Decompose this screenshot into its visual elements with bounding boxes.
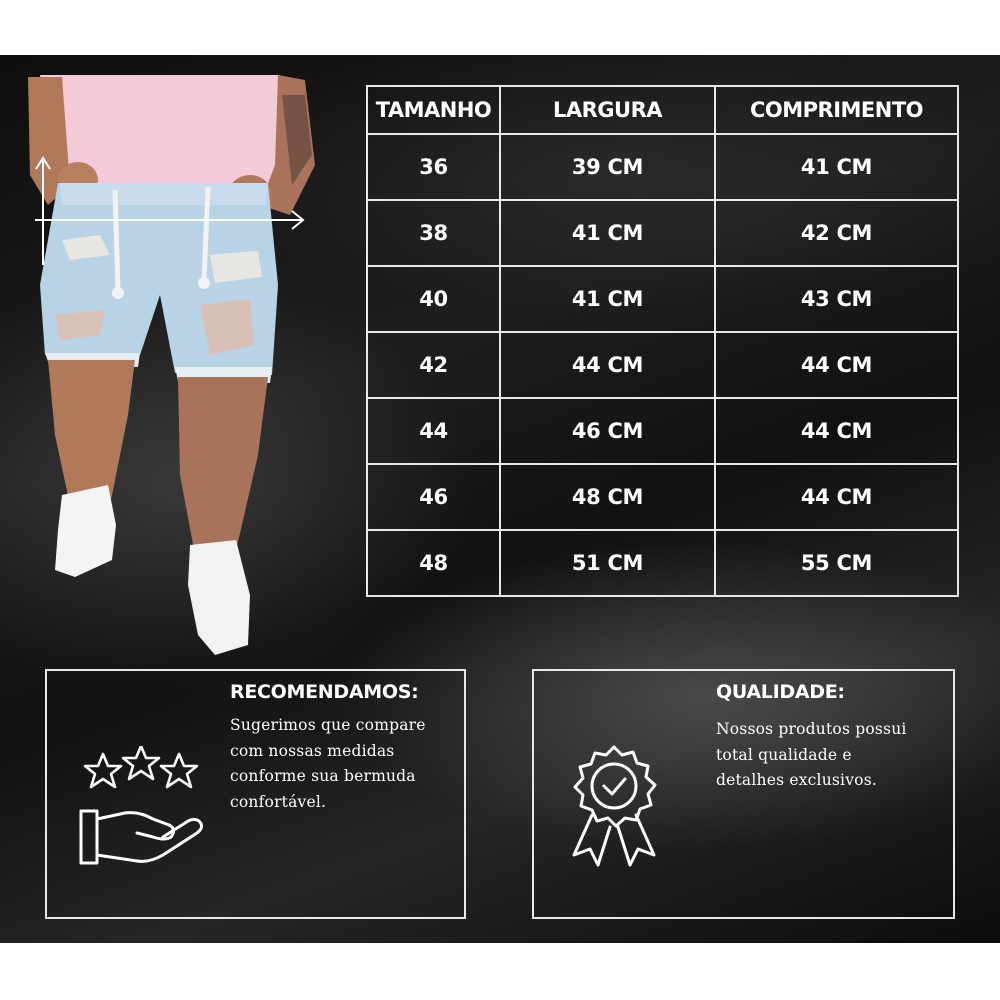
recommend-title: RECOMENDAMOS:: [230, 681, 419, 703]
recommend-line: conforme sua bermuda: [230, 767, 416, 785]
size-cell: 36: [367, 134, 500, 200]
quality-badge-check-icon: [564, 743, 664, 878]
table-row: [367, 398, 958, 464]
quality-title: QUALIDADE:: [716, 681, 845, 703]
width-cell: 46 CM: [500, 398, 715, 464]
length-cell: 44 CM: [715, 398, 958, 464]
table-row: [367, 200, 958, 266]
size-cell: 44: [367, 398, 500, 464]
quality-line: detalhes exclusivos.: [716, 771, 877, 789]
size-cell: 42: [367, 332, 500, 398]
length-cell: 55 CM: [715, 530, 958, 596]
size-table: [366, 85, 959, 597]
open-hand-icon: [77, 801, 207, 878]
recommend-text: [230, 713, 460, 815]
size-chart-canvas: [0, 55, 1000, 943]
width-cell: 51 CM: [500, 530, 715, 596]
recommend-line: confortável.: [230, 792, 327, 811]
width-cell: 39 CM: [500, 134, 715, 200]
table-row: [367, 266, 958, 332]
quality-text: [716, 717, 951, 794]
header-tamanho: TAMANHO: [367, 86, 500, 134]
length-cell: 44 CM: [715, 332, 958, 398]
header-largura: LARGURA: [500, 86, 715, 134]
width-cell: 48 CM: [500, 464, 715, 530]
table-row: [367, 332, 958, 398]
length-cell: 42 CM: [715, 200, 958, 266]
size-cell: 38: [367, 200, 500, 266]
three-stars-icon: [83, 746, 199, 801]
recommend-line: Sugerimos que compare: [230, 716, 426, 734]
width-cell: 44 CM: [500, 332, 715, 398]
table-row: [367, 134, 958, 200]
length-cell: 43 CM: [715, 266, 958, 332]
width-cell: 41 CM: [500, 200, 715, 266]
length-cell: 41 CM: [715, 134, 958, 200]
quality-line: total qualidade e: [716, 745, 852, 764]
recommend-line: com nossas medidas: [230, 741, 395, 760]
table-row: [367, 530, 958, 596]
quality-line: Nossos produtos possui: [716, 720, 907, 738]
quality-box: [532, 669, 955, 919]
header-comprimento: COMPRIMENTO: [715, 86, 958, 134]
recommend-box: [45, 669, 466, 919]
size-cell: 40: [367, 266, 500, 332]
table-header-row: [367, 86, 958, 134]
table-row: [367, 464, 958, 530]
length-cell: 44 CM: [715, 464, 958, 530]
size-cell: 48: [367, 530, 500, 596]
size-cell: 46: [367, 464, 500, 530]
model-photo: [0, 55, 330, 675]
width-cell: 41 CM: [500, 266, 715, 332]
